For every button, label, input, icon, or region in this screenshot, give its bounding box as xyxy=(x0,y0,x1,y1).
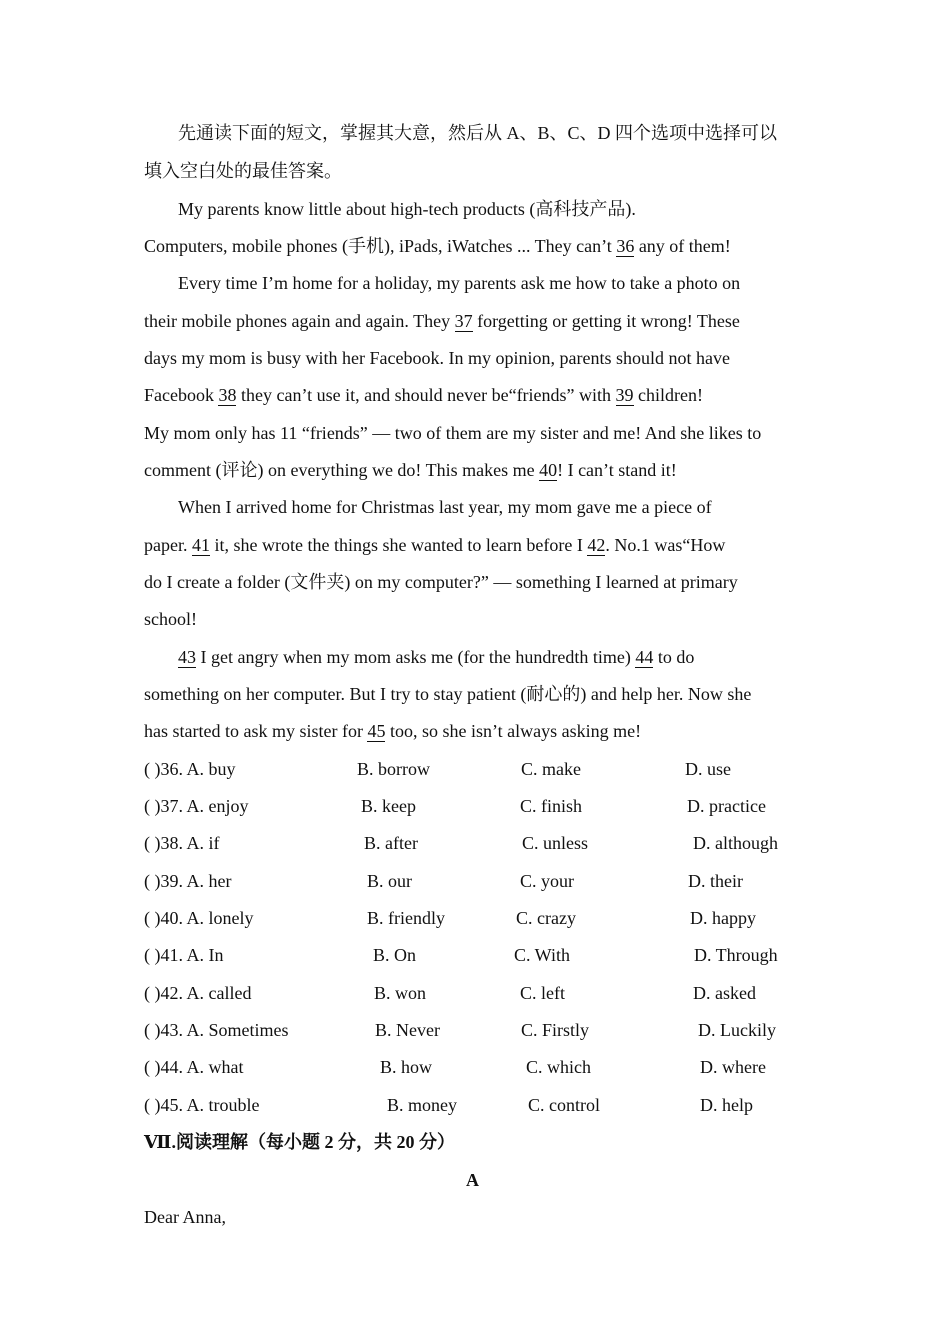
passage-line: do I create a folder (文件夹) on my computer?” — something I learned at primary xyxy=(144,572,738,592)
passage-text: paper. xyxy=(144,535,192,555)
passage-line xyxy=(144,534,725,556)
question-42-option-c: C. left xyxy=(520,983,565,1003)
passage-text: it, she wrote the things she wanted to learn before I xyxy=(209,535,588,555)
question-40-option-d: D. happy xyxy=(690,908,756,928)
passage-line xyxy=(144,459,677,481)
passage-text: they can’t use it, and should never be“friends” with xyxy=(236,385,616,405)
blank-45: 45 xyxy=(367,721,386,741)
question-43-option-d: D. Luckily xyxy=(698,1020,776,1040)
question-44-option-d: D. where xyxy=(700,1057,766,1077)
question-39-option-b: B. our xyxy=(367,871,412,891)
passage-text: children! xyxy=(633,385,704,405)
passage-line: something on her computer. But I try to stay patient (耐心的) and help her. Now she xyxy=(144,684,752,704)
question-36-option-b: B. borrow xyxy=(357,759,430,779)
question-39-option-d: D. their xyxy=(688,871,743,891)
question-41-option-c: C. With xyxy=(514,945,570,965)
question-38-stem: ( )38. A. if xyxy=(144,833,220,853)
question-44-option-b: B. how xyxy=(380,1057,433,1077)
blank-43: 43 xyxy=(178,647,196,667)
question-38-option-b: B. after xyxy=(364,833,418,853)
blank-41: 41 xyxy=(191,535,210,555)
passage-text: any of them! xyxy=(634,236,731,256)
passage-line: My mom only has 11 “friends” — two of them are my sister and me! And she likes to xyxy=(144,423,762,443)
blank-37: 37 xyxy=(454,311,473,331)
blank-38: 38 xyxy=(218,385,237,405)
passage-line: school! xyxy=(144,609,197,629)
instruction-line-2: 填入空白处的最佳答案。 xyxy=(144,161,342,181)
question-40-option-b: B. friendly xyxy=(367,908,445,928)
passage-line xyxy=(144,310,740,332)
instruction-line-1: 先通读下面的短文，掌握其大意，然后从 A、B、C、D 四个选项中选择可以 xyxy=(178,123,778,143)
blank-42: 42 xyxy=(587,535,606,555)
passage-text: Computers, mobile phones (手机), iPads, iWatches ... They can’t xyxy=(144,236,617,256)
question-43-option-b: B. Never xyxy=(375,1020,440,1040)
question-37-option-c: C. finish xyxy=(520,796,583,816)
passage-line xyxy=(144,235,731,257)
question-45-stem: ( )45. A. trouble xyxy=(144,1095,260,1115)
question-42-stem: ( )42. A. called xyxy=(144,983,252,1003)
question-38-option-d: D. although xyxy=(693,833,778,853)
passage-line xyxy=(144,720,641,742)
question-40-stem: ( )40. A. lonely xyxy=(144,908,254,928)
passage-text: to do xyxy=(653,647,695,667)
question-44-option-c: C. which xyxy=(526,1057,591,1077)
blank-36: 36 xyxy=(616,236,635,256)
passage-text: . No.1 was“How xyxy=(605,535,726,555)
question-42-option-b: B. won xyxy=(374,983,427,1003)
question-38-option-c: C. unless xyxy=(522,833,589,853)
question-37-option-b: B. keep xyxy=(361,796,416,816)
question-39-option-c: C. your xyxy=(520,871,574,891)
passage-line: When I arrived home for Christmas last year, my mom gave me a piece of xyxy=(178,497,712,517)
question-43-stem: ( )43. A. Sometimes xyxy=(144,1020,289,1040)
passage-line: days my mom is busy with her Facebook. In my opinion, parents should not have xyxy=(144,348,730,368)
passage-text: Facebook xyxy=(144,385,219,405)
part-label: A xyxy=(466,1170,479,1190)
passage-text: forgetting or getting it wrong! These xyxy=(472,311,740,331)
question-37-stem: ( )37. A. enjoy xyxy=(144,796,249,816)
letter-salutation: Dear Anna, xyxy=(144,1207,226,1227)
passage-text: ! I can’t stand it! xyxy=(557,460,677,480)
question-41-option-b: B. On xyxy=(373,945,417,965)
question-45-option-d: D. help xyxy=(700,1095,753,1115)
passage-text: has started to ask my sister for xyxy=(144,721,368,741)
section-heading: Ⅶ.阅读理解（每小题 2 分，共 20 分） xyxy=(144,1132,455,1152)
question-40-option-c: C. crazy xyxy=(516,908,576,928)
question-41-stem: ( )41. A. In xyxy=(144,945,224,965)
question-36-option-d: D. use xyxy=(685,759,731,779)
question-36-stem: ( )36. A. buy xyxy=(144,759,236,779)
passage-text: I get angry when my mom asks me (for the hundredth time) xyxy=(196,647,636,667)
passage-text: their mobile phones again and again. They xyxy=(144,311,455,331)
passage-line: Every time I’m home for a holiday, my parents ask me how to take a photo on xyxy=(178,273,741,293)
blank-39: 39 xyxy=(615,385,634,405)
passage-line xyxy=(178,646,694,668)
question-45-option-b: B. money xyxy=(387,1095,457,1115)
question-43-option-c: C. Firstly xyxy=(521,1020,590,1040)
question-39-stem: ( )39. A. her xyxy=(144,871,232,891)
passage-line xyxy=(144,384,703,406)
question-42-option-d: D. asked xyxy=(693,983,756,1003)
question-36-option-c: C. make xyxy=(521,759,581,779)
question-44-stem: ( )44. A. what xyxy=(144,1057,244,1077)
question-41-option-d: D. Through xyxy=(694,945,778,965)
blank-44: 44 xyxy=(635,647,654,667)
passage-line: My parents know little about high-tech products (高科技产品). xyxy=(178,199,636,219)
question-45-option-c: C. control xyxy=(528,1095,600,1115)
question-37-option-d: D. practice xyxy=(687,796,766,816)
passage-text: comment (评论) on everything we do! This makes me xyxy=(144,460,540,480)
passage-text: too, so she isn’t always asking me! xyxy=(385,721,642,741)
blank-40: 40 xyxy=(539,460,558,480)
